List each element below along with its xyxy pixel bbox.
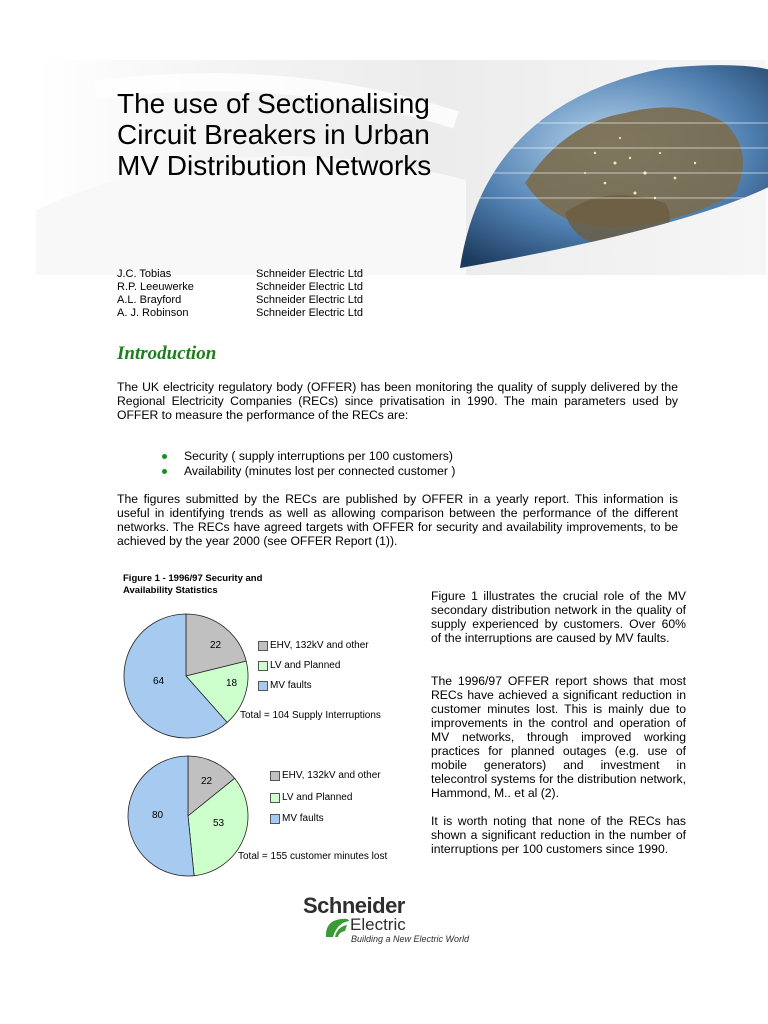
author-affiliation: Schneider Electric Ltd bbox=[256, 281, 363, 293]
author-name: J.C. Tobias bbox=[117, 268, 172, 280]
europe-globe-image bbox=[455, 63, 768, 273]
bullet-dot-icon bbox=[162, 469, 167, 474]
right-paragraph-2: The 1996/97 OFFER report shows that most RECs have achieved a significant reduction in customer minutes lost. This is mainly due to improvements in the control and operation of MV networks, through improved working practices for planned outages (e.g. use of mobile generators) and investment in telecontrol systems for the distribution network, Hammond, M.. et al (2). bbox=[431, 674, 686, 800]
pie-value-label: 80 bbox=[152, 810, 164, 821]
bullet-item bbox=[162, 464, 455, 479]
author-name: R.P. Leeuwerke bbox=[117, 281, 194, 293]
legend-swatch bbox=[258, 641, 268, 651]
page-title: The use of Sectionalising Circuit Breakers in Urban MV Distribution Networks bbox=[117, 88, 432, 181]
legend-item bbox=[258, 640, 369, 651]
author-row bbox=[117, 294, 363, 307]
pie-value-label: 22 bbox=[210, 640, 222, 651]
legend-swatch bbox=[258, 681, 268, 691]
pie-value-label: 64 bbox=[153, 676, 165, 687]
intro-paragraph: The UK electricity regulatory body (OFFER) has been monitoring the quality of supply delivered by the Regional Electricity Companies (RECs) since privatisation in 1990. The main parameters used by OFFER to measure the performance of the RECs are: bbox=[117, 380, 678, 422]
logo-brand-name: Schneider bbox=[303, 893, 405, 918]
legend-item bbox=[258, 660, 340, 671]
bullet-text: Availability (minutes lost per connected customer ) bbox=[184, 464, 456, 478]
schneider-logo bbox=[303, 893, 503, 949]
author-row bbox=[117, 268, 363, 281]
legend-label: EHV, 132kV and other bbox=[282, 770, 381, 781]
legend-swatch bbox=[258, 661, 268, 671]
author-list bbox=[117, 268, 363, 320]
legend-item bbox=[258, 680, 312, 691]
pie-value-label: 18 bbox=[226, 678, 238, 689]
author-row bbox=[117, 281, 363, 294]
legend-label: MV faults bbox=[270, 680, 312, 691]
pie-value-label: 53 bbox=[213, 818, 225, 829]
right-paragraph-1: Figure 1 illustrates the crucial role of the MV secondary distribution network in the quality of supply experienced by customers. Over 60% of the interruptions are caused by MV faults. bbox=[431, 589, 686, 645]
logo-brand-sub: Electric bbox=[350, 915, 406, 934]
pie-value-label: 22 bbox=[201, 776, 213, 787]
legend-swatch bbox=[270, 771, 280, 781]
legend-swatch bbox=[270, 793, 280, 803]
bullet-list bbox=[162, 449, 455, 479]
legend-swatch bbox=[270, 814, 280, 824]
author-affiliation: Schneider Electric Ltd bbox=[256, 307, 363, 319]
legend-label: LV and Planned bbox=[270, 660, 341, 671]
legend-item bbox=[270, 813, 324, 824]
author-affiliation: Schneider Electric Ltd bbox=[256, 294, 363, 306]
section-heading: Introduction bbox=[117, 343, 217, 364]
author-name: A.L. Brayford bbox=[117, 294, 182, 306]
bullet-item bbox=[162, 449, 455, 464]
bullet-text: Security ( supply interruptions per 100 customers) bbox=[184, 449, 453, 463]
chart-total-label: Total = 155 customer minutes lost bbox=[238, 851, 388, 862]
legend-label: EHV, 132kV and other bbox=[270, 640, 369, 651]
pie-chart-interruptions bbox=[115, 612, 415, 742]
legend-item bbox=[270, 770, 381, 781]
legend-label: LV and Planned bbox=[282, 792, 353, 803]
right-paragraph-3: It is worth noting that none of the RECs has shown a significant reduction in the number of interruptions per 100 customers since 1990. bbox=[431, 814, 686, 856]
schneider-leaf-icon bbox=[323, 917, 351, 939]
legend-label: MV faults bbox=[282, 813, 324, 824]
figure-caption: Figure 1 - 1996/97 Security and Availability Statistics bbox=[123, 573, 263, 596]
author-affiliation: Schneider Electric Ltd bbox=[256, 268, 363, 280]
author-row bbox=[117, 307, 363, 320]
bullet-dot-icon bbox=[162, 454, 167, 459]
author-name: A. J. Robinson bbox=[117, 307, 189, 319]
chart-total-label: Total = 104 Supply Interruptions bbox=[240, 710, 381, 721]
legend-item bbox=[270, 792, 352, 803]
body-paragraph: The figures submitted by the RECs are published by OFFER in a yearly report. This information is useful in identifying trends as well as allowing comparison between the performance of the different networks. The RECs have agreed targets with OFFER for security and availability improvements, to be achieved by the year 2000 (see OFFER Report (1)). bbox=[117, 492, 678, 548]
logo-tagline: Building a New Electric World bbox=[351, 934, 470, 944]
